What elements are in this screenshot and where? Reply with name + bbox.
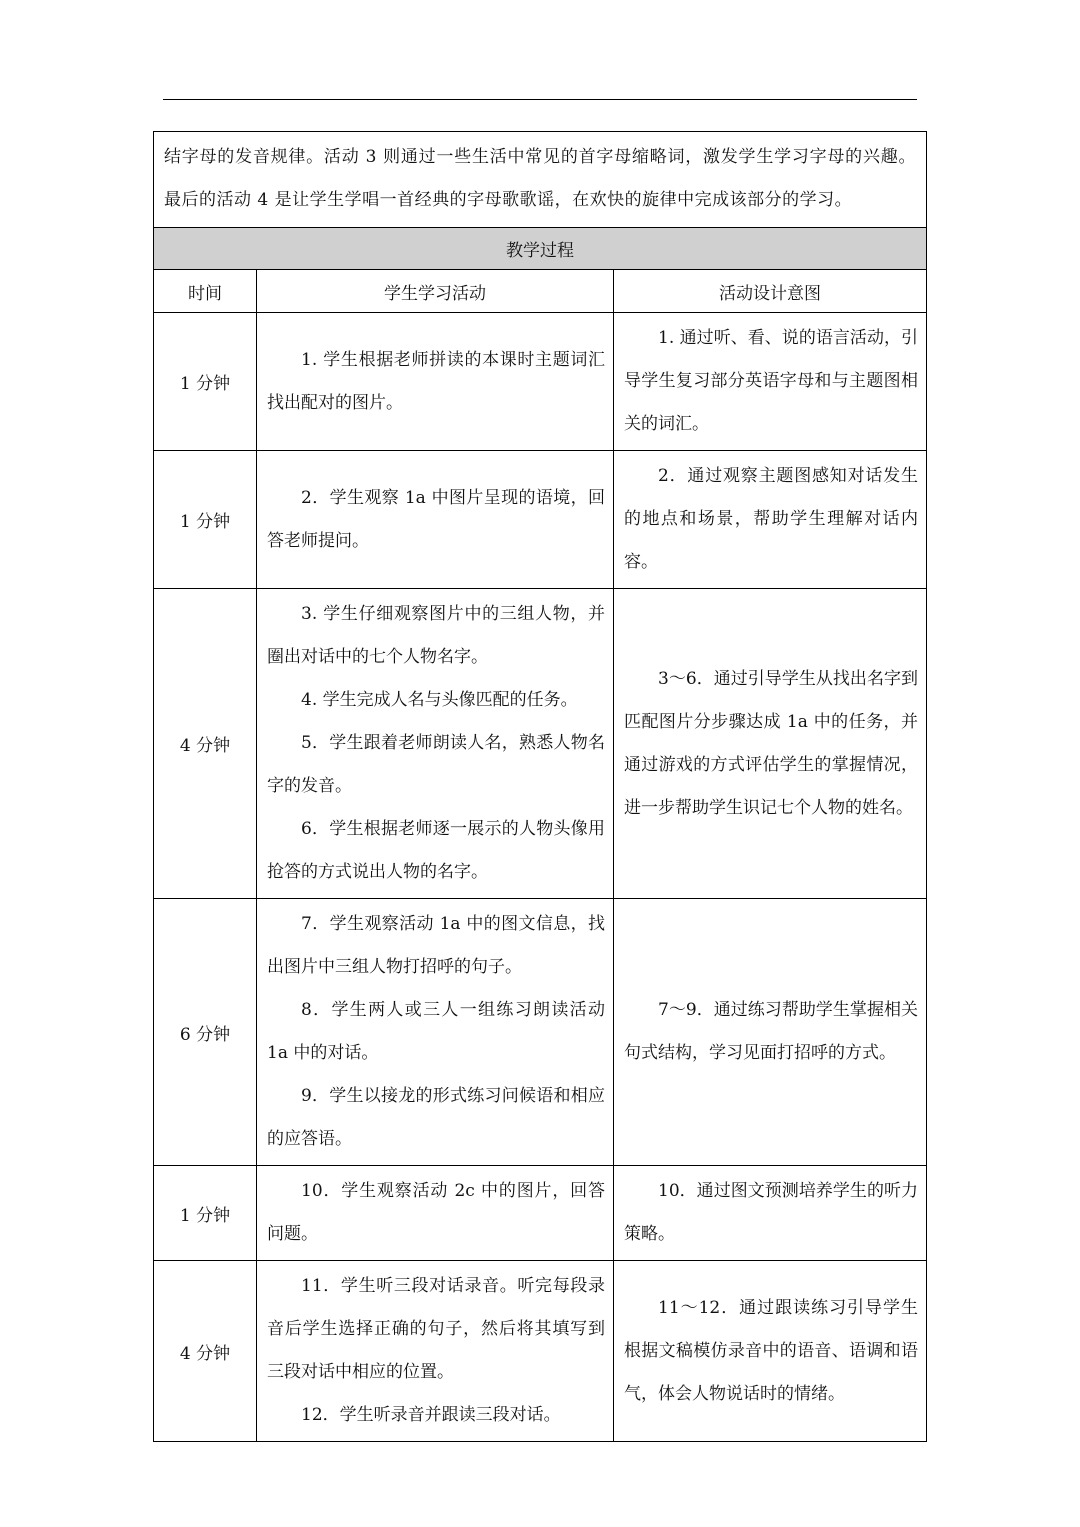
activity-item: 5．学生跟着老师朗读人名，熟悉人物名字的发音。 — [267, 733, 605, 796]
header-activity: 学生学习活动 — [257, 270, 614, 313]
table-row — [154, 313, 927, 451]
purpose-cell — [614, 589, 927, 899]
activity-item: 8．学生两人或三人一组练习朗读活动 1a 中的对话。 — [267, 1000, 605, 1063]
section-row — [154, 228, 927, 270]
time-cell: 4 分钟 — [154, 1261, 257, 1442]
section-title: 教学过程 — [154, 228, 927, 270]
activity-item: 6．学生根据老师逐一展示的人物头像用抢答的方式说出人物的名字。 — [267, 819, 605, 882]
teaching-process-table — [153, 131, 927, 1442]
activity-item: 2．学生观察 1a 中图片呈现的语境，回答老师提问。 — [267, 487, 605, 551]
table-row — [154, 1261, 927, 1442]
time-cell: 1 分钟 — [154, 451, 257, 589]
activity-cell — [257, 899, 614, 1166]
purpose-cell — [614, 1261, 927, 1442]
header-time: 时间 — [154, 270, 257, 313]
purpose-text: 10．通过图文预测培养学生的听力策略。 — [624, 1181, 918, 1244]
activity-item: 11．学生听三段对话录音。听完每段录音后学生选择正确的句子，然后将其填写到三段对话中相应的位置。 — [267, 1276, 605, 1382]
intro-row — [154, 132, 927, 228]
purpose-cell — [614, 451, 927, 589]
table-row — [154, 899, 927, 1166]
header-row — [154, 270, 927, 313]
activity-cell — [257, 313, 614, 451]
purpose-text: 7～9．通过练习帮助学生掌握相关句式结构，学习见面打招呼的方式。 — [624, 1000, 918, 1063]
activity-item: 10．学生观察活动 2c 中的图片，回答问题。 — [267, 1181, 605, 1244]
purpose-text: 3～6．通过引导学生从找出名字到匹配图片分步骤达成 1a 中的任务，并通过游戏的方式评估学生的掌握情况，进一步帮助学生识记七个人物的姓名。 — [624, 668, 918, 818]
header-purpose: 活动设计意图 — [614, 270, 927, 313]
purpose-text: 11～12．通过跟读练习引导学生根据文稿模仿录音中的语音、语调和语气，体会人物说话时的情绪。 — [624, 1297, 918, 1404]
table-row — [154, 451, 927, 589]
table-row — [154, 589, 927, 899]
activity-item: 4. 学生完成人名与头像匹配的任务。 — [301, 690, 578, 710]
time-cell: 4 分钟 — [154, 589, 257, 899]
table-row — [154, 1166, 927, 1261]
activity-item: 9．学生以接龙的形式练习问候语和相应的应答语。 — [267, 1086, 605, 1149]
activity-cell — [257, 589, 614, 899]
activity-item: 3. 学生仔细观察图片中的三组人物，并圈出对话中的七个人物名字。 — [267, 604, 605, 667]
activity-cell — [257, 1261, 614, 1442]
activity-item: 1. 学生根据老师拼读的本课时主题词汇找出配对的图片。 — [267, 349, 605, 413]
activity-cell — [257, 451, 614, 589]
intro-text: 结字母的发音规律。活动 3 则通过一些生活中常见的首字母缩略词，激发学生学习字母的兴趣。最后的活动 4 是让学生学唱一首经典的字母歌歌谣，在欢快的旋律中完成该部分的学习。 — [154, 132, 927, 228]
activity-cell — [257, 1166, 614, 1261]
activity-item: 12．学生听录音并跟读三段对话。 — [301, 1405, 561, 1425]
purpose-cell — [614, 899, 927, 1166]
time-cell: 6 分钟 — [154, 899, 257, 1166]
header-rule — [163, 99, 917, 100]
activity-item: 7．学生观察活动 1a 中的图文信息，找出图片中三组人物打招呼的句子。 — [267, 914, 605, 977]
purpose-text: 2．通过观察主题图感知对话发生的地点和场景，帮助学生理解对话内容。 — [624, 466, 918, 572]
purpose-cell — [614, 313, 927, 451]
time-cell: 1 分钟 — [154, 313, 257, 451]
purpose-cell — [614, 1166, 927, 1261]
time-cell: 1 分钟 — [154, 1166, 257, 1261]
purpose-text: 1. 通过听、看、说的语言活动，引导学生复习部分英语字母和与主题图相关的词汇。 — [624, 328, 918, 434]
